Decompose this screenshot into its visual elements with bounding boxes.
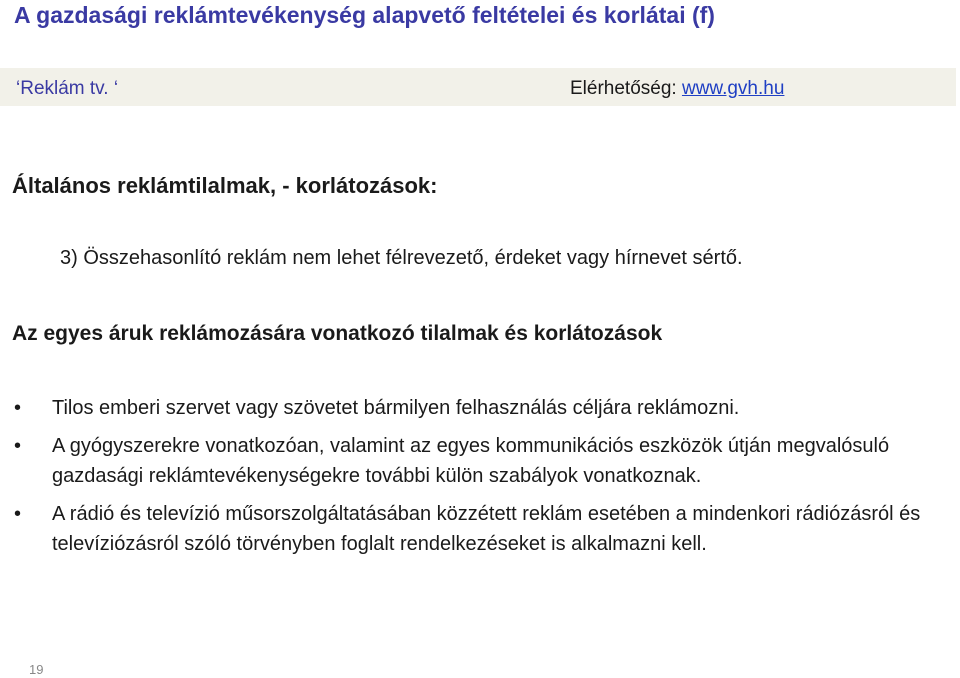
list-item <box>14 499 944 559</box>
availability-label: Elérhetőség: <box>570 78 682 99</box>
page-number: 19 <box>29 662 44 677</box>
gvh-link[interactable]: www.gvh.hu <box>681 78 785 99</box>
list-item-text: A gyógyszerekre vonatkozóan, valamint az egyes kommunikációs eszközök útján megvalósuló gazdasági reklámtevékenységekre további külön szabályok vonatkoznak. <box>52 435 890 487</box>
bullet-icon: • <box>14 503 22 525</box>
product-restrictions-heading: Az egyes áruk reklámozására vonatkozó tilalmak és korlátozások <box>12 322 663 345</box>
bullet-icon: • <box>14 435 22 457</box>
list-item-text: A rádió és televízió műsorszolgáltatásában közzétett reklám esetében a mindenkori rádiózásról és televíziózásról szóló törvényben foglalt rendelkezéseket is alkalmazni kell. <box>52 503 921 555</box>
availability <box>570 78 784 100</box>
reference-bar <box>0 68 956 106</box>
bullet-icon: • <box>14 397 22 419</box>
law-reference: ‘Reklám tv. ‘ <box>16 78 119 99</box>
list-item-text: Tilos emberi szervet vagy szövetet bármilyen felhasználás céljára reklámozni. <box>52 397 740 419</box>
list-item <box>14 393 944 423</box>
slide-title: A gazdasági reklámtevékenység alapvető feltételei és korlátai (f) <box>14 2 715 28</box>
comparative-advertising-item: 3) Összehasonlító reklám nem lehet félrevezető, érdeket vagy hírnevet sértő. <box>60 247 743 269</box>
restrictions-list <box>14 393 944 567</box>
general-prohibitions-heading: Általános reklámtilalmak, - korlátozások: <box>12 173 438 198</box>
list-item <box>14 431 944 491</box>
